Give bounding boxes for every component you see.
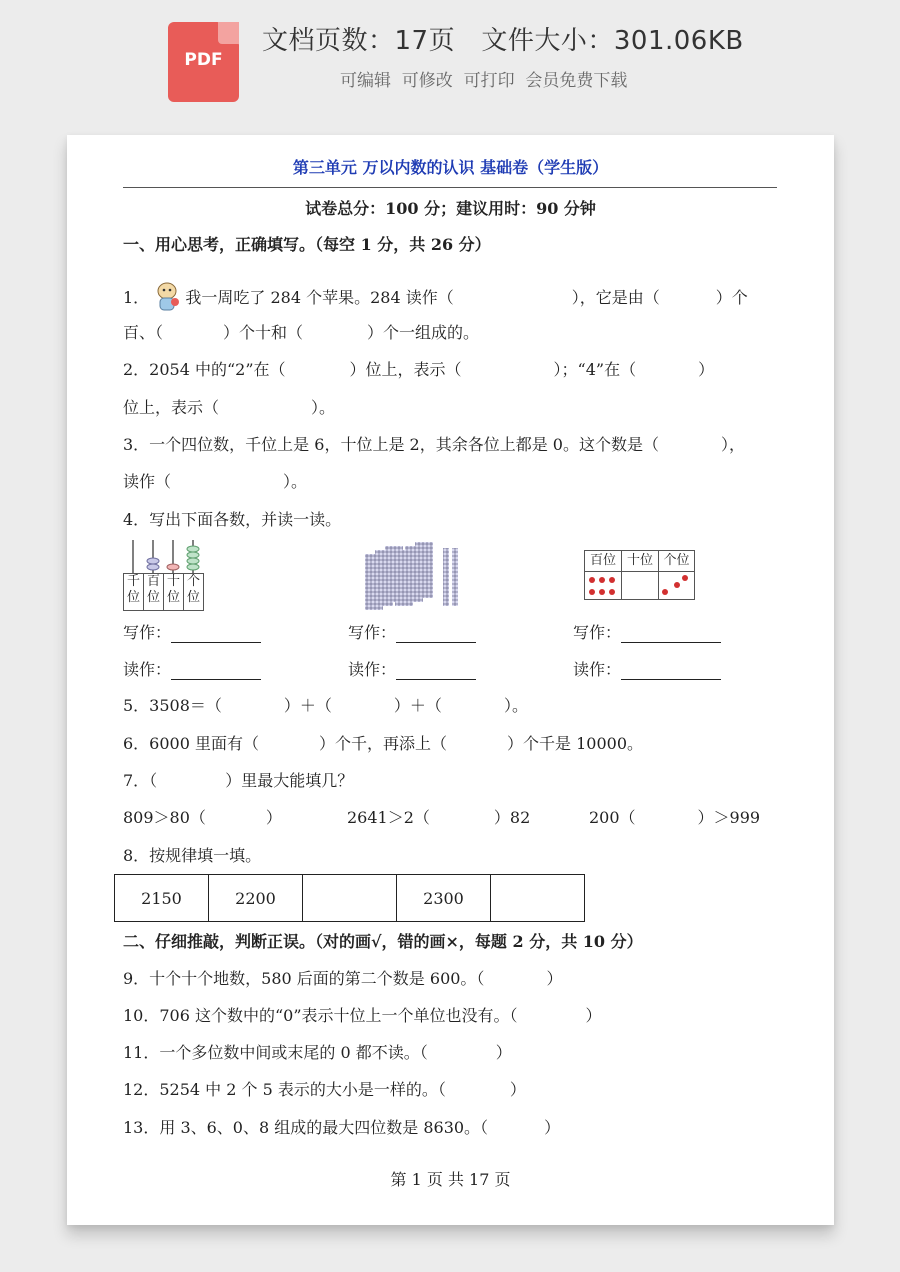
- exam-info: 试卷总分：100 分；建议用时：90 分钟: [305, 199, 596, 218]
- question-3-cont: 读作（ ）。: [123, 472, 308, 491]
- download-banner: [0, 0, 900, 120]
- sequence-table: [114, 874, 585, 922]
- document-page: [67, 135, 834, 1225]
- question-9: 9．十个十个地数，580 后面的第二个数是 600。（ ）: [123, 969, 563, 988]
- pv-header-tens: 十位: [621, 550, 659, 572]
- abacus-label-thousands: 千位: [123, 573, 144, 611]
- section-1-heading: 一、用心思考，正确填写。（每空 1 分，共 26 分）: [123, 235, 491, 254]
- question-8: 8．按规律填一填。: [123, 846, 262, 865]
- page-title: 第三单元 万以内数的认识 基础卷（学生版）: [292, 158, 609, 177]
- question-2: 2．2054 中的“2”在（ ）位上，表示（ ）；“4”在（ ）: [123, 360, 715, 379]
- section-2-heading: 二、仔细推敲，判断正误。（对的画√，错的画×，每题 2 分，共 10 分）: [123, 932, 643, 951]
- blocks-write-line: 写作：: [348, 623, 476, 643]
- question-7-part-b: 2641＞2（ ）82: [347, 808, 531, 827]
- pv-cell-ones: [658, 571, 695, 600]
- abacus-label-hundreds: 百位: [143, 573, 164, 611]
- sequence-cell: 2150: [115, 875, 209, 922]
- title-divider: [123, 187, 777, 188]
- question-11: 11．一个多位数中间或末尾的 0 都不读。（ ）: [123, 1043, 512, 1062]
- question-5: 5．3508＝（ ）＋（ ）＋（ ）。: [123, 696, 528, 715]
- base-ten-blocks-icon: [363, 540, 467, 612]
- question-2-cont: 位上，表示（ ）。: [123, 398, 336, 417]
- abacus-label-tens: 十位: [163, 573, 184, 611]
- chart-read-line: 读作：: [573, 660, 721, 680]
- abacus-write-line: 写作：: [123, 623, 261, 643]
- question-7: 7．（ ）里最大能填几？: [123, 771, 354, 790]
- pdf-icon-label: PDF: [184, 50, 223, 70]
- pdf-fold-decoration: [218, 22, 239, 44]
- sequence-cell: 2200: [209, 875, 303, 922]
- question-7-part-a: 809＞80（ ）: [123, 808, 282, 827]
- hundreds-dots-icon: [585, 572, 621, 599]
- abacus-read-line: 读作：: [123, 660, 261, 680]
- ones-dots-icon: [659, 572, 694, 599]
- question-4: 4．写出下面各数，并读一读。: [123, 510, 342, 529]
- question-13: 13．用 3、6、0、8 组成的最大四位数是 8630。（ ）: [123, 1118, 561, 1137]
- cartoon-bear-icon: [154, 281, 180, 315]
- blocks-read-line: 读作：: [348, 660, 476, 680]
- abacus-icon: [123, 538, 207, 574]
- question-10: 10．706 这个数中的“0”表示十位上一个单位也没有。（ ）: [123, 1006, 602, 1025]
- sequence-cell-blank: [491, 875, 585, 922]
- pv-header-ones: 个位: [658, 550, 695, 572]
- file-info: 文档页数：17页 文件大小：301.06KB: [262, 26, 744, 56]
- sequence-cell-blank: [303, 875, 397, 922]
- question-3: 3．一个四位数，千位上是 6，十位上是 2，其余各位上都是 0。这个数是（ ），: [123, 435, 745, 454]
- question-1-cont: 百、（ ）个十和（ ）个一组成的。: [123, 323, 480, 342]
- abacus-label-ones: 个位: [183, 573, 204, 611]
- file-features: 可编辑 可修改 可打印 会员免费下载: [340, 71, 628, 91]
- pv-cell-tens: [621, 571, 659, 600]
- question-12: 12．5254 中 2 个 5 表示的大小是一样的。（ ）: [123, 1080, 526, 1099]
- question-7-part-c: 200（ ）＞999: [589, 808, 761, 827]
- question-1: 1． 我一周吃了 284 个苹果。284 读作（ ），它是由（ ）个: [123, 281, 748, 315]
- question-6: 6．6000 里面有（ ）个千，再添上（ ）个千是 10000。: [123, 734, 644, 753]
- chart-write-line: 写作：: [573, 623, 721, 643]
- pv-header-hundreds: 百位: [584, 550, 622, 572]
- sequence-cell: 2300: [397, 875, 491, 922]
- page-footer: 第 1 页 共 17 页: [390, 1170, 511, 1189]
- pv-cell-hundreds: [584, 571, 622, 600]
